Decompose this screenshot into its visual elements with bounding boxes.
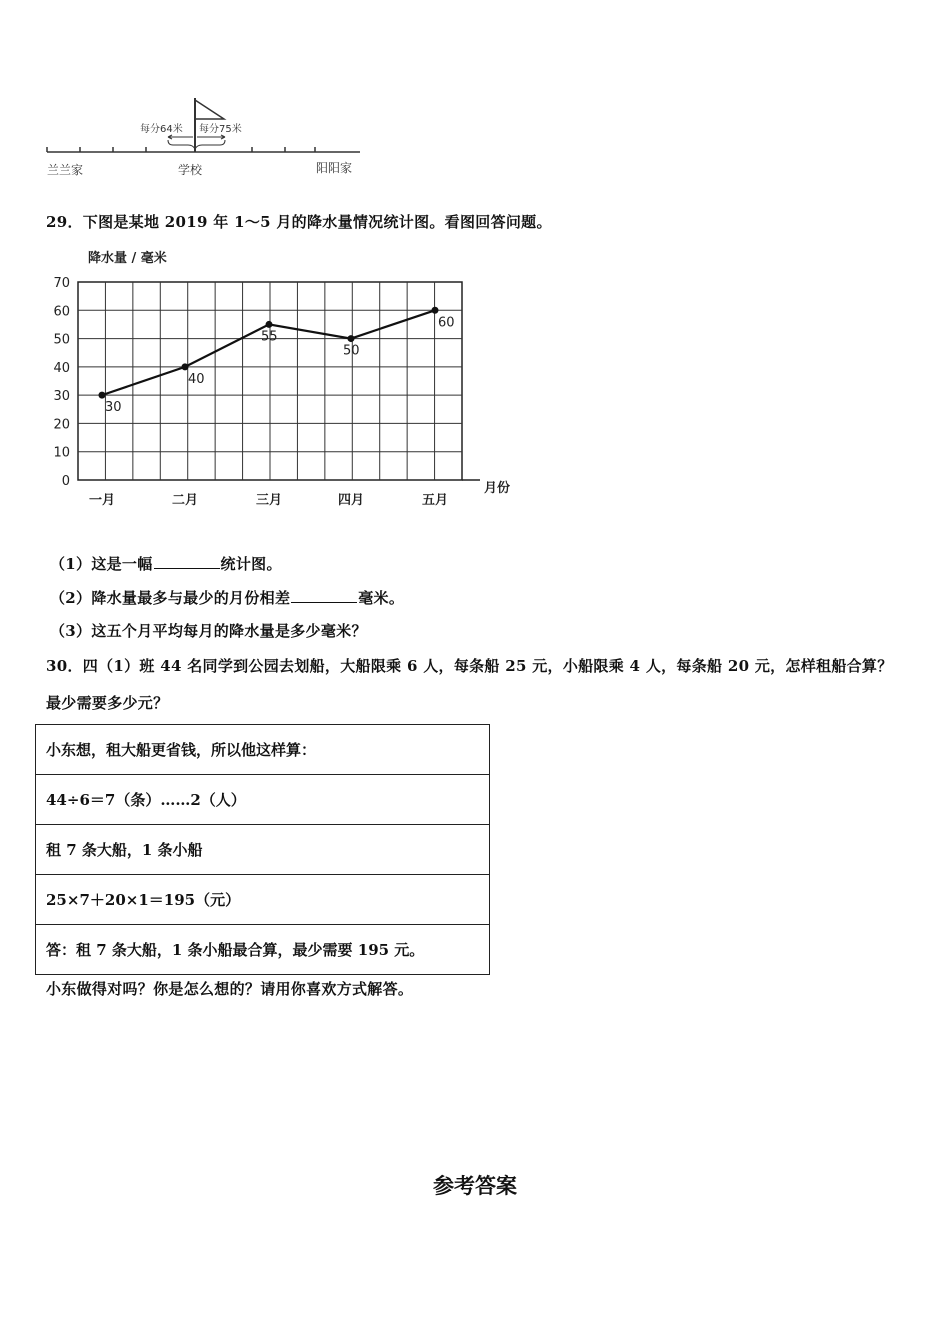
data-point [266,321,273,328]
table-cell: 25×7＋20×1＝195（元） [36,875,490,925]
q30-prompt-line2: 最少需要多少元？ [46,694,169,712]
q29-sub1-after: 统计图。 [220,555,282,573]
q30-prompt-line1: 30．四（1）班 44 名同学到公园去划船，大船限乘 6 人，每条船 25 元，小船限乘 4 人，每条船 20 元，怎样租船合算？ [46,657,893,675]
data-point [182,363,189,370]
q29-sub1 [50,553,282,574]
data-point [348,335,355,342]
y-tick-label: 60 [53,304,70,320]
solution-table [35,724,490,975]
table-row [36,925,490,975]
speed-left-label: 每分64米 [140,124,183,135]
q29-sub2-before: （2）降水量最多与最少的月份相差 [50,589,291,607]
x-tick-label: 一月 [88,493,116,508]
flag-icon [195,100,224,119]
data-label: 30 [105,400,122,416]
rainfall-line-chart [40,240,530,520]
y-tick-label: 40 [53,360,70,376]
place-right-label: 阳阳家 [316,161,353,175]
y-tick-label: 20 [53,417,70,433]
place-center-label: 学校 [178,163,203,177]
q29-sub2 [50,587,404,608]
q29-sub2-blank[interactable] [291,588,357,603]
data-label: 55 [261,329,278,345]
data-point [99,392,106,399]
distance-diagram [40,92,380,184]
x-tick-label: 四月 [337,493,365,508]
q29-prompt: 29．下图是某地 2019 年 1～5 月的降水量情况统计图。看图回答问题。 [46,213,552,231]
data-label: 60 [438,315,455,331]
q29-sub1-blank[interactable] [154,554,220,569]
place-left-label: 兰兰家 [47,163,84,177]
table-row [36,725,490,775]
table-row [36,825,490,875]
speed-right-label: 每分75米 [199,124,242,135]
q29-sub3: （3）这五个月平均每月的降水量是多少毫米？ [50,622,367,640]
table-cell: 小东想，租大船更省钱，所以他这样算： [36,725,490,775]
data-label: 40 [188,371,205,387]
table-cell: 租 7 条大船，1 条小船 [36,825,490,875]
x-axis-title: 月份 [484,481,511,496]
answer-title: 参考答案 [433,1173,517,1198]
y-tick-label: 30 [53,389,70,405]
table-row [36,775,490,825]
y-axis-title: 降水量 / 毫米 [88,251,167,266]
x-tick-label: 二月 [171,493,199,508]
x-tick-label: 三月 [255,493,283,508]
table-row [36,875,490,925]
y-tick-label: 70 [53,276,70,291]
y-tick-label: 10 [53,445,70,461]
x-tick-label: 五月 [421,493,449,508]
data-point [432,307,439,314]
q29-sub1-before: （1）这是一幅 [50,555,153,573]
y-tick-label: 0 [61,474,70,489]
y-tick-label: 50 [53,332,70,348]
data-label: 50 [343,343,360,359]
table-cell: 44÷6＝7（条）……2（人） [36,775,490,825]
q30-followup: 小东做得对吗？你是怎么想的？请用你喜欢方式解答。 [46,980,414,998]
q29-sub2-after: 毫米。 [358,589,405,607]
table-cell: 答：租 7 条大船，1 条小船最合算，最少需要 195 元。 [36,925,490,975]
